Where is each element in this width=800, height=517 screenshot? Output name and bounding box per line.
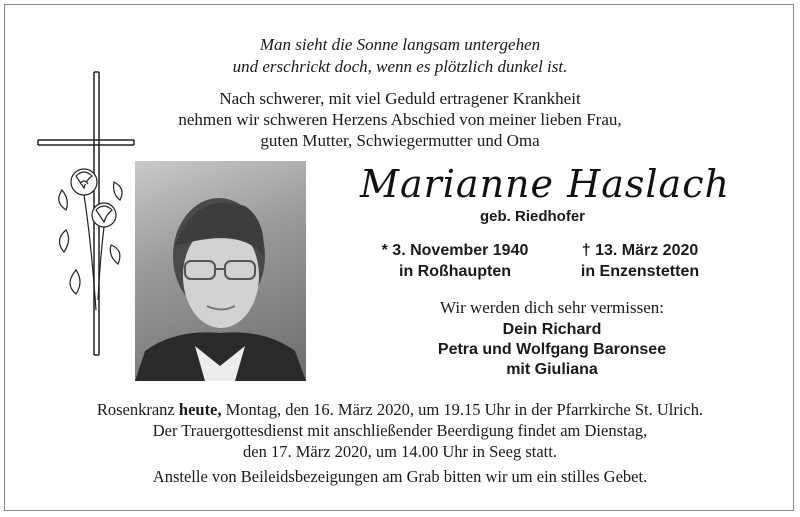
- mourner-line-3: mit Giuliana: [506, 361, 598, 378]
- death-place: in Enzenstetten: [580, 263, 700, 280]
- poem-line-2: und erschrickt doch, wenn es plötzlich dunkel ist.: [232, 57, 568, 76]
- poem-line-1: Man sieht die Sonne langsam untergehen: [259, 35, 541, 54]
- intro-line-3: guten Mutter, Schwiegermutter und Oma: [260, 131, 540, 150]
- rosary-bold: heute,: [178, 400, 222, 419]
- funeral-line-1: Der Trauergottesdienst mit anschließender Beerdigung findet am Dienstag,: [152, 421, 648, 440]
- funeral-line-2: den 17. März 2020, um 14.00 Uhr in Seeg statt.: [243, 442, 557, 461]
- birth-date: * 3. November 1940: [381, 242, 529, 259]
- birth-place: in Roßhaupten: [399, 263, 511, 280]
- service-info: [0, 399, 800, 487]
- intro-line-2: nehmen wir schweren Herzens Abschied von meiner lieben Frau,: [178, 110, 622, 129]
- death-info: [565, 240, 715, 282]
- mourner-line-1: Dein Richard: [502, 321, 602, 338]
- cross-with-roses-icon: [36, 70, 136, 360]
- rosary-prefix: Rosenkranz: [96, 400, 175, 419]
- deceased-name: Marianne Haslach: [360, 162, 730, 206]
- rosary-rest: Montag, den 16. März 2020, um 19.15 Uhr in der Pfarrkirche St. Ulrich.: [225, 400, 704, 419]
- mourners-heading: Wir werden dich sehr vermissen:: [439, 298, 665, 317]
- portrait-photo: [135, 161, 306, 381]
- birth-info: [380, 240, 530, 282]
- rosary-line: [0, 399, 800, 420]
- mourner-line-2: Petra und Wolfgang Baronsee: [437, 341, 667, 358]
- maiden-name: geb. Riedhofer: [480, 208, 586, 225]
- mourners-list: [372, 320, 732, 380]
- closing-line: Anstelle von Beileidsbezeigungen am Grab bitten wir um ein stilles Gebet.: [152, 467, 648, 486]
- death-date: † 13. März 2020: [581, 242, 699, 259]
- intro-line-1: Nach schwerer, mit viel Geduld ertragener Krankheit: [219, 89, 581, 108]
